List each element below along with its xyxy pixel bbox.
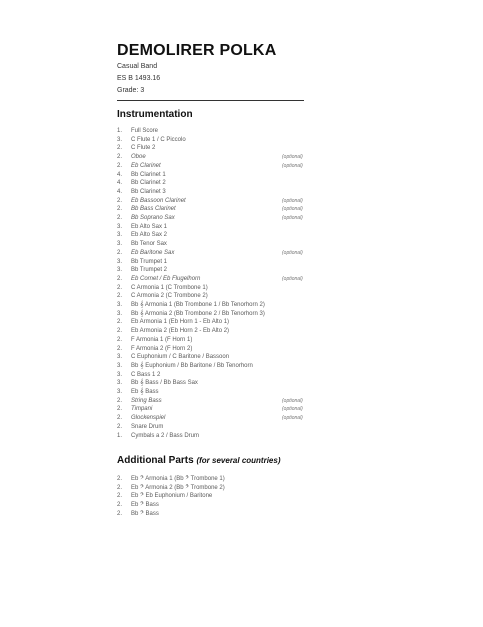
item-name: Bb Clarinet 1: [131, 171, 166, 178]
item-count: 2.: [117, 397, 123, 404]
list-item: [117, 301, 337, 309]
list-item: [117, 388, 337, 396]
optional-label: (optional): [282, 249, 303, 256]
optional-label: (optional): [282, 406, 303, 413]
list-item: [117, 249, 337, 257]
item-count: 2.: [117, 275, 123, 282]
item-name: Eb Armonia 1 (Eb Horn 1 - Eb Alto 1): [131, 319, 230, 326]
divider-line: [117, 100, 304, 101]
item-name: Bb 𝄞 Euphonium / Bb Baritone / Bb Tenorhorn: [131, 362, 253, 369]
item-name: Eb 𝄢 Armonia 2 (Bb 𝄢 Trombone 2): [131, 484, 225, 491]
item-count: 2.: [117, 154, 123, 161]
item-name: F Armonia 2 (F Horn 2): [131, 345, 193, 352]
item-count: 2.: [117, 502, 123, 509]
list-item: [117, 127, 337, 135]
list-item: [117, 171, 337, 179]
list-item: [117, 414, 337, 422]
item-name: Eb Alto Sax 2: [131, 232, 168, 239]
list-item: [117, 510, 337, 518]
grade-label: Grade: 3: [117, 87, 145, 94]
item-name: Cymbals a 2 / Bass Drum: [131, 432, 200, 439]
item-name: Timpani: [131, 406, 153, 413]
item-count: 2.: [117, 328, 123, 335]
item-name: Eb Bassoon Clarinet: [131, 197, 186, 204]
list-item: [117, 136, 337, 144]
list-item: [117, 231, 337, 239]
item-count: 4.: [117, 180, 123, 187]
list-item: [117, 397, 337, 405]
item-name: Glockenspiel: [131, 415, 166, 422]
list-item: [117, 258, 337, 266]
item-count: 2.: [117, 206, 123, 213]
list-item: [117, 144, 337, 152]
item-count: 1.: [117, 128, 123, 134]
item-count: 2.: [117, 319, 123, 326]
item-count: 3.: [117, 258, 123, 265]
additional-parts-subtitle: (for several countries): [196, 456, 281, 465]
item-count: 2.: [117, 510, 123, 517]
list-item: [117, 336, 337, 344]
item-count: 2.: [117, 415, 123, 422]
list-item: [117, 310, 337, 318]
piece-title: DEMOLIRER POLKA: [117, 42, 277, 59]
item-count: 3.: [117, 371, 123, 378]
item-name: Eb 𝄢 Eb Euphonium / Baritone: [131, 493, 213, 500]
item-name: C Armonia 1 (C Trombone 1): [131, 284, 208, 291]
ensemble-label: Casual Band: [117, 63, 158, 70]
item-count: 3.: [117, 232, 123, 239]
item-name: Eb Cornet / Eb Flugelhorn: [131, 275, 201, 282]
list-item: [117, 327, 337, 335]
item-count: 3.: [117, 136, 123, 143]
list-item: [117, 345, 337, 353]
list-item: [117, 501, 337, 509]
optional-label: (optional): [282, 197, 303, 204]
list-item: [117, 214, 337, 222]
item-count: 2.: [117, 476, 123, 482]
list-item: [117, 188, 337, 196]
list-item: [117, 292, 337, 300]
item-name: Bb Clarinet 2: [131, 180, 166, 187]
additional-parts-title: Additional Parts: [117, 455, 194, 466]
item-name: Oboe: [131, 154, 146, 161]
item-count: 2.: [117, 284, 123, 291]
instrumentation-heading: Instrumentation: [117, 109, 193, 120]
list-item: [117, 266, 337, 274]
item-count: 3.: [117, 223, 123, 230]
item-name: String Bass: [131, 397, 162, 404]
list-item: [117, 432, 337, 440]
item-count: 3.: [117, 389, 123, 395]
catalog-number: ES B 1493.16: [117, 75, 161, 82]
item-name: Bb Tenor Sax: [131, 241, 167, 248]
item-name: Bb 𝄢 Bass: [131, 510, 159, 517]
optional-label: (optional): [282, 215, 303, 221]
item-count: 2.: [117, 197, 123, 204]
item-name: Snare Drum: [131, 423, 164, 430]
list-item: [117, 223, 337, 231]
item-name: Eb 𝄞 Bass: [131, 389, 159, 395]
item-count: 4.: [117, 188, 123, 195]
list-item: [117, 362, 337, 370]
item-count: 3.: [117, 310, 123, 317]
item-count: 2.: [117, 484, 123, 491]
item-count: 3.: [117, 241, 123, 248]
list-item: [117, 205, 337, 213]
item-name: F Armonia 1 (F Horn 1): [131, 336, 193, 343]
item-name: Bb Bass Clarinet: [131, 206, 176, 213]
item-count: 3.: [117, 354, 123, 361]
item-count: 1.: [117, 432, 123, 439]
item-count: 2.: [117, 145, 123, 152]
list-item: [117, 484, 337, 492]
item-name: C Armonia 2 (C Trombone 2): [131, 293, 208, 300]
list-item: [117, 379, 337, 387]
item-name: Bb 𝄞 Armonia 2 (Bb Trombone 2 / Bb Tenorhorn 3): [131, 310, 265, 317]
list-item: [117, 423, 337, 431]
optional-label: (optional): [282, 397, 303, 404]
item-count: 2.: [117, 406, 123, 413]
item-name: Bb Trumpet 2: [131, 267, 168, 274]
item-name: C Bass 1 2: [131, 371, 161, 378]
list-item: [117, 197, 337, 205]
item-name: C Flute 2: [131, 145, 156, 152]
item-name: C Flute 1 / C Piccolo: [131, 136, 186, 143]
item-name: Eb Alto Sax 1: [131, 223, 168, 230]
item-count: 2.: [117, 249, 123, 256]
list-item: [117, 318, 337, 326]
list-item: [117, 284, 337, 292]
item-count: 2.: [117, 293, 123, 300]
item-name: Bb Soprano Sax: [131, 215, 175, 221]
list-item: [117, 153, 337, 161]
item-name: Full Score: [131, 128, 159, 134]
item-count: 2.: [117, 162, 123, 169]
list-item: [117, 475, 337, 483]
item-count: 3.: [117, 302, 123, 308]
list-item: [117, 162, 337, 170]
item-name: Bb Clarinet 3: [131, 188, 166, 195]
item-name: Eb Armonia 2 (Eb Horn 2 - Eb Alto 2): [131, 328, 230, 335]
item-count: 3.: [117, 362, 123, 369]
item-count: 2.: [117, 215, 123, 221]
item-count: 3.: [117, 380, 123, 387]
item-count: 3.: [117, 267, 123, 274]
item-count: 2.: [117, 336, 123, 343]
list-item: [117, 179, 337, 187]
item-name: C Euphonium / C Baritone / Bassoon: [131, 354, 230, 361]
item-name: Bb Trumpet 1: [131, 258, 168, 265]
item-count: 2.: [117, 345, 123, 352]
optional-label: (optional): [282, 206, 303, 213]
item-name: Eb Clarinet: [131, 162, 161, 169]
optional-label: (optional): [282, 415, 303, 422]
optional-label: (optional): [282, 154, 303, 161]
list-item: [117, 353, 337, 361]
list-item: [117, 275, 337, 283]
item-name: Eb Baritone Sax: [131, 249, 175, 256]
list-item: [117, 371, 337, 379]
item-count: 2.: [117, 423, 123, 430]
item-count: 4.: [117, 171, 123, 178]
item-name: Eb 𝄢 Armonia 1 (Bb 𝄢 Trombone 1): [131, 476, 225, 482]
item-name: Eb 𝄢 Bass: [131, 502, 159, 509]
item-name: Bb 𝄞 Armonia 1 (Bb Trombone 1 / Bb Tenorhorn 2): [131, 302, 265, 308]
item-count: 2.: [117, 493, 123, 500]
additional-parts-heading: [117, 455, 281, 466]
optional-label: (optional): [282, 162, 303, 169]
item-name: Bb 𝄞 Bass / Bb Bass Sax: [131, 380, 198, 387]
list-item: [117, 492, 337, 500]
list-item: [117, 240, 337, 248]
list-item: [117, 405, 337, 413]
optional-label: (optional): [282, 275, 303, 282]
